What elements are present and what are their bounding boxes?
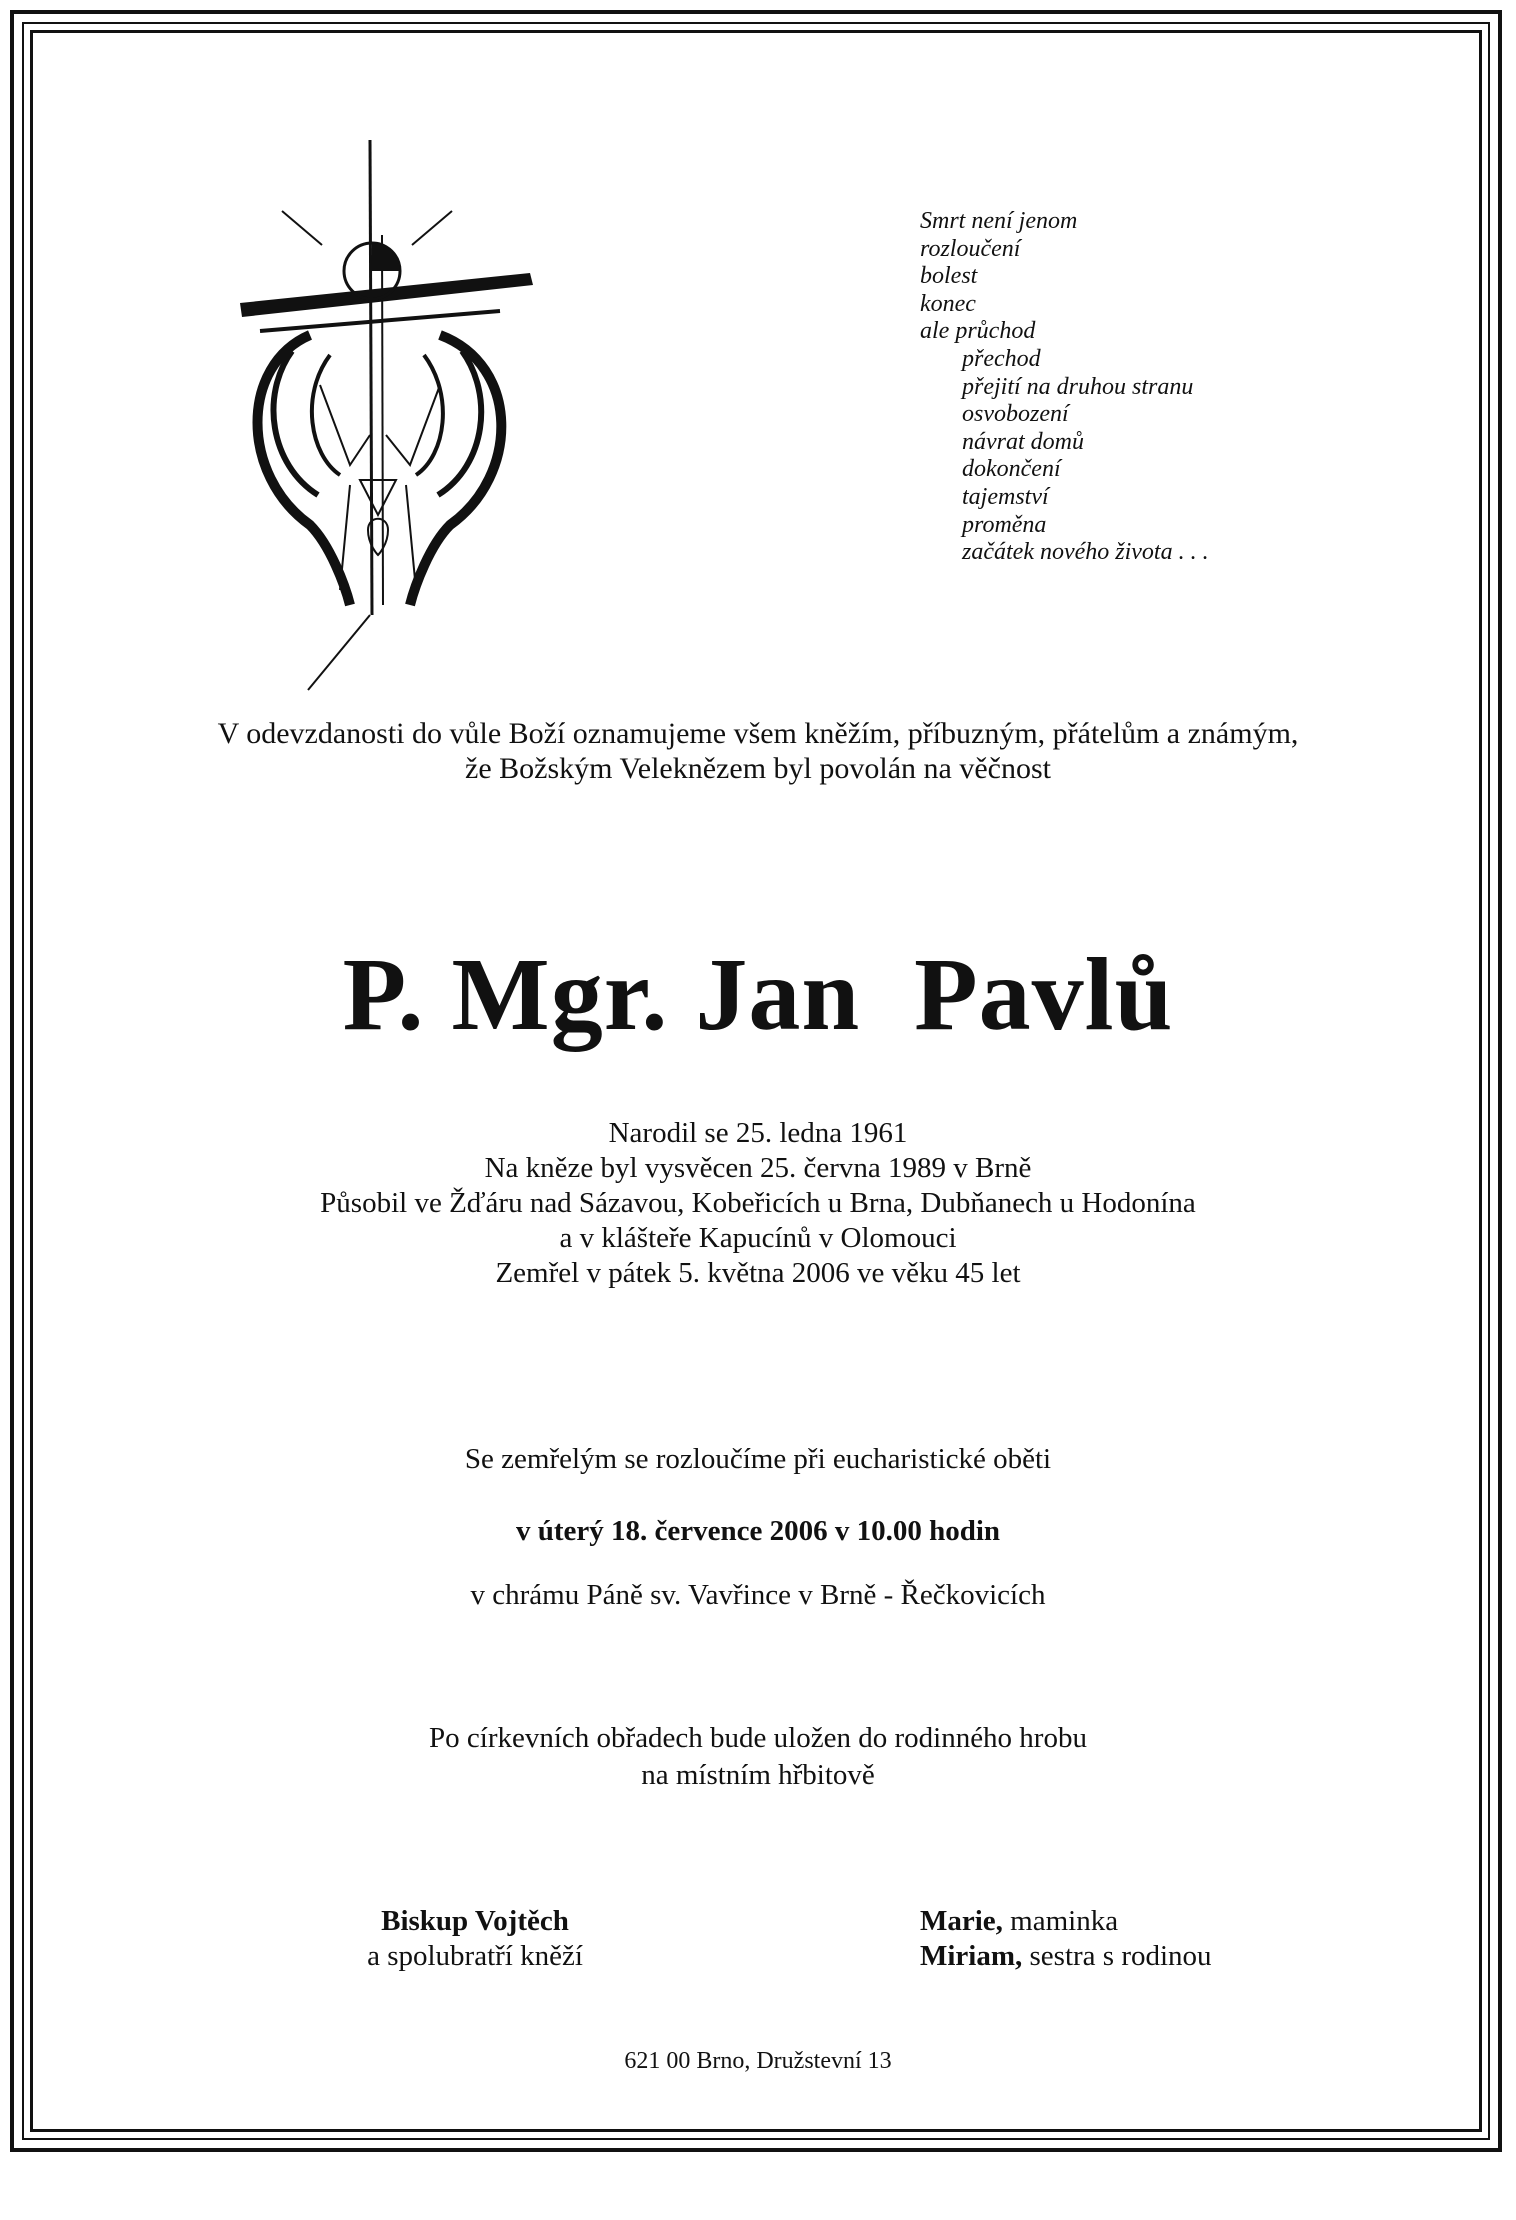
- bio-served: Působil ve Žďáru nad Sázavou, Kobeřicích u Brna, Dubňanech u Hodonína: [320, 1187, 1196, 1219]
- poem-line: přejití na druhou stranu: [962, 373, 1194, 400]
- funeral-place: v chrámu Páně sv. Vavřince v Brně - Řečkovicích: [470, 1579, 1046, 1611]
- mother-name: Marie,: [920, 1905, 1003, 1937]
- sister-name: Miriam,: [920, 1940, 1023, 1972]
- bio-born: Narodil se 25. ledna 1961: [608, 1117, 908, 1149]
- poem-line: dokončení: [962, 456, 1061, 483]
- burial-line: Po církevních obřadech bude uložen do rodinného hrobu: [429, 1722, 1087, 1754]
- funeral-lead: Se zemřelým se rozloučíme při eucharistické oběti: [464, 1443, 1052, 1475]
- signature-mother: [920, 1904, 1212, 1939]
- poem-line: tajemství: [962, 483, 1049, 510]
- poem-line: Smrt není jenom: [920, 208, 1078, 234]
- burial-info: [0, 1720, 1516, 1794]
- bio-served-2: a v klášteře Kapucínů v Olomouci: [559, 1222, 957, 1254]
- poem-line: ale průchod: [920, 318, 1036, 345]
- poem-line: začátek nového života . . .: [962, 539, 1209, 566]
- mother-relation: maminka: [1002, 1905, 1119, 1937]
- address: 621 00 Brno, Družstevní 13: [624, 2048, 892, 2074]
- poem-line: osvobození: [962, 401, 1069, 428]
- signature-left: [300, 1904, 650, 1974]
- announcement-line: V odevzdanosti do vůle Boží oznamujeme všem kněžím, příbuzným, přátelům a známým,: [217, 717, 1299, 750]
- signature-sister: [920, 1939, 1212, 1974]
- signature-priests: a spolubratří kněží: [367, 1940, 583, 1972]
- announcement-line: že Božským Veleknězem byl povolán na věčnost: [465, 752, 1051, 785]
- poem-line: rozloučení: [920, 235, 1021, 262]
- poem: [920, 208, 1209, 567]
- poem-line: proměna: [962, 511, 1047, 538]
- deceased-name: P. Mgr. Jan Pavlů: [342, 937, 1174, 1052]
- biography: [0, 1116, 1516, 1291]
- poem-line: konec: [920, 290, 976, 317]
- sister-relation: sestra s rodinou: [1022, 1940, 1212, 1972]
- poem-line: bolest: [920, 263, 978, 290]
- signature-bishop: Biskup Vojtěch: [381, 1905, 569, 1937]
- bio-ordained: Na kněze byl vysvěcen 25. června 1989 v Brně: [484, 1152, 1032, 1184]
- signature-right: [920, 1904, 1212, 1974]
- poem-line: přechod: [962, 345, 1041, 372]
- burial-line: na místním hřbitově: [641, 1759, 875, 1791]
- cross-emblem-icon: [200, 135, 570, 695]
- bio-died: Zemřel v pátek 5. května 2006 ve věku 45 let: [495, 1257, 1021, 1289]
- announcement: [0, 716, 1516, 786]
- poem-line: návrat domů: [962, 428, 1084, 455]
- funeral-datetime: v úterý 18. července 2006 v 10.00 hodin: [515, 1515, 1001, 1547]
